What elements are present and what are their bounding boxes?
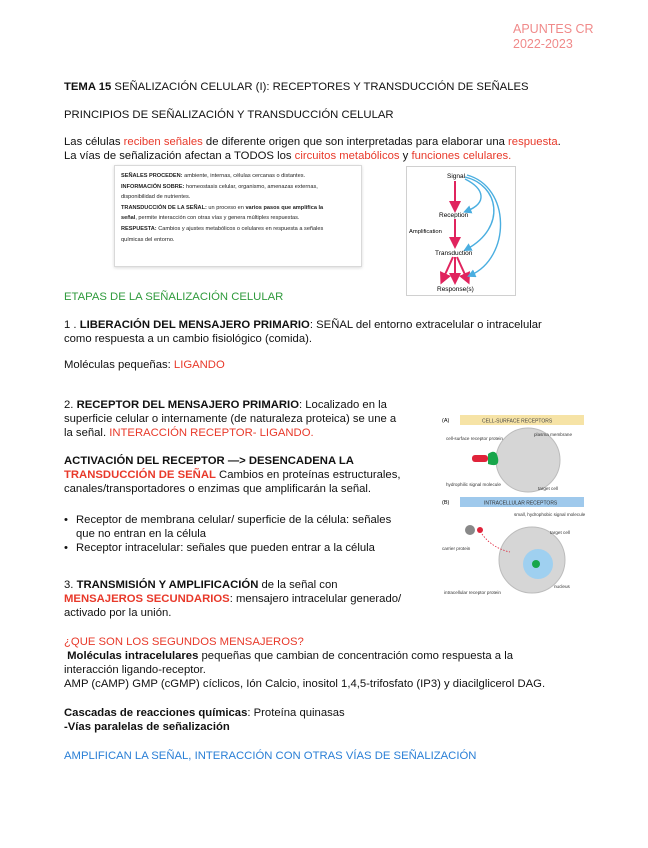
fig2-carrier: carrier protein: [442, 546, 471, 551]
diagram-label-signal: Signal: [447, 173, 466, 180]
fig2-carrier-protein: [465, 525, 475, 535]
second-messengers-highlight: MENSAJEROS SECUNDARIOS: [64, 593, 230, 605]
fig2-plasma-membrane: plasma membrane: [534, 432, 573, 437]
intro-highlight-respuesta: respuesta: [508, 136, 558, 148]
cascades: Cascadas de reacciones químicas: Proteína quinasas -Vías paralelas de señalización: [64, 707, 345, 733]
signaling-diagram: [406, 166, 516, 296]
fig2-intracellular-receptor: [532, 560, 540, 568]
stage-2-title: RECEPTOR DEL MENSAJERO PRIMARIO: [76, 399, 299, 411]
fig2-a-title: CELL-SURFACE RECEPTORS: [482, 418, 553, 425]
principles-heading: PRINCIPIOS DE SEÑALIZACIÓN Y TRANSDUCCIÓN CELULAR: [64, 109, 394, 121]
header: [513, 22, 594, 52]
fig2-target-cell-a-label: target cell: [538, 486, 558, 491]
bullet-intracellular-receptor: • Receptor intracelular: señales que pueden entrar a la célula: [64, 541, 391, 555]
receptor-ligand-highlight: INTERACCIÓN RECEPTOR- LIGANDO.: [109, 427, 314, 439]
receptor-activation: ACTIVACIÓN DEL RECEPTOR —> DESENCADENA LA TRANSDUCCIÓN DE SEÑAL Cambios en proteínas estructurales, canales/transportadores o enzimas que amplificarán la señal.: [64, 455, 401, 495]
stage-3: 3. TRANSMISIÓN Y AMPLIFICACIÓN de la señal con MENSAJEROS SECUNDARIOS: mensajero intracelular generado/ activado por la unión.: [64, 579, 402, 619]
stages-heading: ETAPAS DE LA SEÑALIZACIÓN CELULAR: [64, 291, 284, 303]
small-molecules: Moléculas pequeñas: LIGANDO: [64, 359, 225, 371]
fig2-signal-molecule: [472, 455, 488, 462]
second-messengers-question: ¿QUE SON LOS SEGUNDOS MENSAJEROS?: [64, 636, 304, 648]
intro-highlight-funciones: funciones celulares.: [411, 150, 512, 162]
title-bold: TEMA 15: [64, 81, 112, 93]
fig2-intracellular-receptor-label: intracellular receptor protein: [444, 590, 501, 595]
ligand-highlight: LIGANDO: [173, 359, 225, 371]
fig2-b-label: (B): [442, 500, 450, 506]
fig2-small-hydrophobic: small, hydrophobic signal molecule: [514, 512, 586, 517]
diagram-label-amplification: Amplification: [409, 229, 442, 235]
diagram-label-reception: Reception: [439, 212, 469, 219]
bullet-membrane-receptor: • Receptor de membrana celular/ superficie de la célula: señales que no entran en la célula: [64, 513, 391, 541]
stage-1: 1 . LIBERACIÓN DEL MENSAJERO PRIMARIO: SEÑAL del entorno extracelular o intracelular como respuesta a un cambio fisiológico (comida).: [64, 319, 542, 345]
receptor-types-svg: [440, 410, 590, 600]
header-line-2: 2022-2023: [513, 37, 573, 51]
stage-2: 2. RECEPTOR DEL MENSAJERO PRIMARIO: Localizado en la superficie celular o internamente (de naturaleza proteica) se une a la señal. INTERACCIÓN RECEPTOR- LIGANDO.: [64, 399, 397, 439]
fig2-cell-surface-receptor: cell-surface receptor protein: [446, 436, 503, 441]
activation-title: ACTIVACIÓN DEL RECEPTOR —> DESENCADENA LA: [64, 455, 354, 467]
stage-1-title: LIBERACIÓN DEL MENSAJERO PRIMARIO: [79, 319, 310, 331]
fig2-target-cell-a: [496, 428, 560, 492]
diagram-label-transduction: Transduction: [435, 250, 473, 257]
summary-box: SEÑALES PROCEDEN: ambiente, internas, células cercanas o distantes. INFORMACIÓN SOBRE: homeostasis celular, organismo, amenazas externas, disponibilidad de nutrientes. TRANSDUCCIÓN DE LA SEÑAL: un proceso en varios pasos que amplifica la señal, permite interacción con otras vías y genera múltiples respuestas. RESPUESTA: Cambios y ajustes metabólicos o celulares en respuesta a señales químicas del entorno.: [114, 165, 362, 267]
intro-paragraph: Las células reciben señales de diferente origen que son interpretadas para elaborar una respuesta. La vías de señalización afectan a TODOS los circuitos metabólicos y funciones celulares.: [64, 136, 561, 162]
receptor-types-diagram: [440, 410, 590, 600]
stage-3-title: TRANSMISIÓN Y AMPLIFICACIÓN: [76, 579, 259, 591]
fig2-a-label: (A): [442, 418, 450, 424]
fig2-hydrophilic: hydrophilic signal molecule: [446, 482, 501, 487]
fig2-target-cell-b-label: target cell: [550, 530, 570, 535]
transduction-highlight: TRANSDUCCIÓN DE SEÑAL: [64, 469, 216, 481]
signaling-diagram-svg: [407, 167, 515, 295]
diagram-label-responses: Response(s): [437, 286, 474, 293]
title-rest: SEÑALIZACIÓN CELULAR (I): RECEPTORES Y TRANSDUCCIÓN DE SEÑALES: [111, 81, 529, 93]
amplify-note: AMPLIFICAN LA SEÑAL, INTERACCIÓN CON OTRAS VÍAS DE SEÑALIZACIÓN: [64, 750, 477, 762]
fig2-hydrophobic-molecule: [477, 527, 483, 533]
page-title: [64, 80, 529, 94]
fig2-b-title: INTRACELLULAR RECEPTORS: [484, 500, 558, 507]
second-messengers-section: ¿QUE SON LOS SEGUNDOS MENSAJEROS? Moléculas intracelulares pequeñas que cambian de concentración como respuesta a la interacción ligando-receptor. AMP (cAMP) GMP (cGMP) cíclicos, Ión Calcio, inositol 1,4,5-trifosfato (IP3) y diacilglicerol DAG.: [64, 636, 546, 690]
receptor-bullets: [64, 513, 391, 555]
header-line-1: APUNTES CR: [513, 22, 594, 36]
intro-highlight-reciben: reciben señales: [123, 136, 203, 148]
fig2-nucleus-label: nucleus: [554, 584, 570, 589]
intro-highlight-circuitos: circuitos metabólicos: [294, 150, 400, 162]
